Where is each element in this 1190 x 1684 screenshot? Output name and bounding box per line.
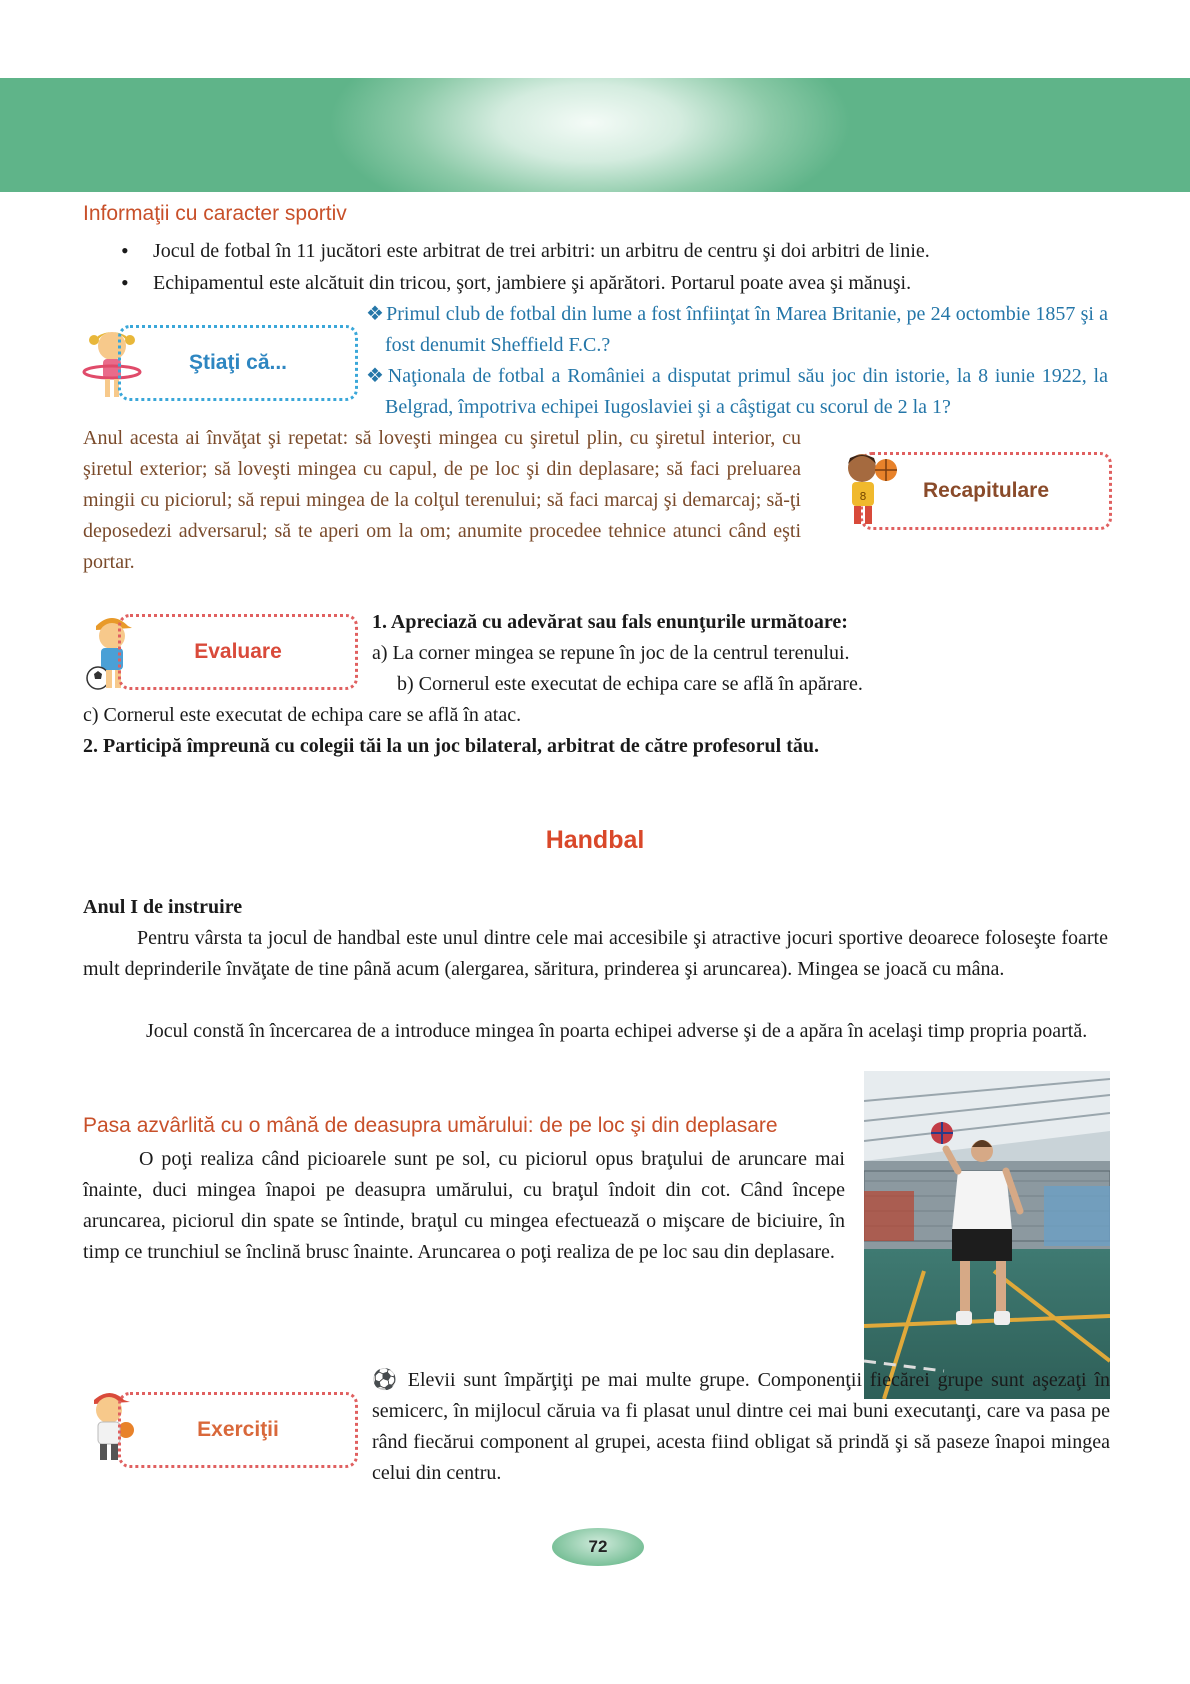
pasa-heading: Pasa azvârlită cu o mână de deasupra umărului: de pe loc şi din deplasare <box>83 1114 778 1137</box>
recap-label: Recapitulare <box>922 479 1050 502</box>
exercitii-callout <box>118 1392 358 1468</box>
header-banner <box>0 78 1190 192</box>
handbal-paragraph-1: Pentru vârsta ta jocul de handbal este unul dintre cele mai accesibile şi atractive jocuri sportive deoarece foloseşte foarte mult deprinderile învăţate de tine până acum (alergarea, săritura, prinderea şi aruncarea). Mingea se joacă cu mâna. <box>83 927 1108 980</box>
stiati-fact-1: ❖ Primul club de fotbal din lume a fost înfiinţat în Marea Britanie, pe 24 octombie 1857 şi a fost denumit Sheffield F.C.? <box>366 299 1108 361</box>
exercitii-label: Exerciţii <box>197 1418 279 1441</box>
evaluare-q1: 1. Apreciază cu adevărat sau fals enunţurile următoare: <box>372 611 848 633</box>
handbal-title: Handbal <box>545 826 645 854</box>
exercitii-text <box>372 1365 1110 1489</box>
stiati-facts <box>366 299 1108 423</box>
svg-text:8: 8 <box>859 490 867 503</box>
evaluare-callout <box>118 614 358 690</box>
info-heading: Informaţii cu caracter sportiv <box>83 202 347 225</box>
evaluare-q2: 2. Participă împreună cu colegii tăi la un joc bilateral, arbitrat de către profesorul tău. <box>83 735 820 757</box>
handbal-subtitle: Anul I de instruire <box>83 896 243 918</box>
handball-player-photo <box>864 1071 1110 1399</box>
stiati-ca-callout <box>118 325 358 401</box>
info-bullet-2: • Echipamentul este alcătuit din tricou, şort, jambiere şi apărători. Portarul poate avea şi mănuşi. <box>83 267 1113 299</box>
stiati-fact-2: ❖ Naţionala de fotbal a României a disputat primul său joc din istorie, la 8 iunie 1922, la Belgrad, împotriva echipei Iugoslaviei şi a câştigat cu scorul de 2 la 1? <box>366 361 1108 423</box>
evaluare-c: c) Cornerul este executat de echipa care se află în atac. <box>83 704 522 726</box>
page-number: 72 <box>552 1528 644 1566</box>
info-bullet-list <box>83 235 1113 299</box>
info-bullet-1: • Jocul de fotbal în 11 jucători este arbitrat de trei arbitri: un arbitru de centru şi doi arbitri de linie. <box>83 235 1113 267</box>
recap-text: Anul acesta ai învăţat şi repetat: să loveşti mingea cu şiretul plin, cu şiretul interior, cu şiretul exterior; să loveşti mingea cu capul, de pe loc şi din deplasare; să faci preluarea mingii cu piciorul; să repui mingea de la colţul terenului; să faci marcaj şi demarcaj; să-ţi deposedezi adversarul; să te aperi om la om; anumite procedee tehnice atunci când eşti portar. <box>83 427 801 573</box>
exercitii-text-body: Elevii sunt împărţiţi pe mai multe grupe. Componenţii fiecărei grupe sunt aşezaţi în semicerc, în mijlocul căruia va fi plasat unul dintre cei mai buni executanţi, care va pasa pe rând fiecărui component al grupei, acesta fiind obligat să prindă şi să paseze înapoi mingea celui din centru. <box>372 1369 1111 1484</box>
soccer-ball-icon: ⚽ <box>372 1369 400 1391</box>
evaluare-a: a) La corner mingea se repune în joc de la centrul terenului. <box>372 642 850 664</box>
pasa-text: O poţi realiza când picioarele sunt pe sol, cu piciorul opus braţului de aruncare mai înainte, duci mingea înapoi pe deasupra umărului, cu braţul îndoit din cot. Când începe aruncarea, piciorul din spate se întinde, braţul cu mingea efectuează o mişcare de biciuire, în timp ce trunchiul se înclină brusc înainte. Aruncarea o poţi realiza de pe loc sau din deplasare. <box>83 1148 845 1263</box>
boy-basketball-icon <box>836 448 900 530</box>
stiati-ca-label: Ştiaţi că... <box>188 351 288 374</box>
handbal-paragraph-2: Jocul constă în încercarea de a introduce mingea în poarta echipei adverse şi de a apăra în acelaşi timp propria poartă. <box>146 1020 1088 1042</box>
evaluare-b: b) Cornerul este executat de echipa care se află în apărare. <box>397 673 863 695</box>
evaluare-label: Evaluare <box>194 640 282 663</box>
